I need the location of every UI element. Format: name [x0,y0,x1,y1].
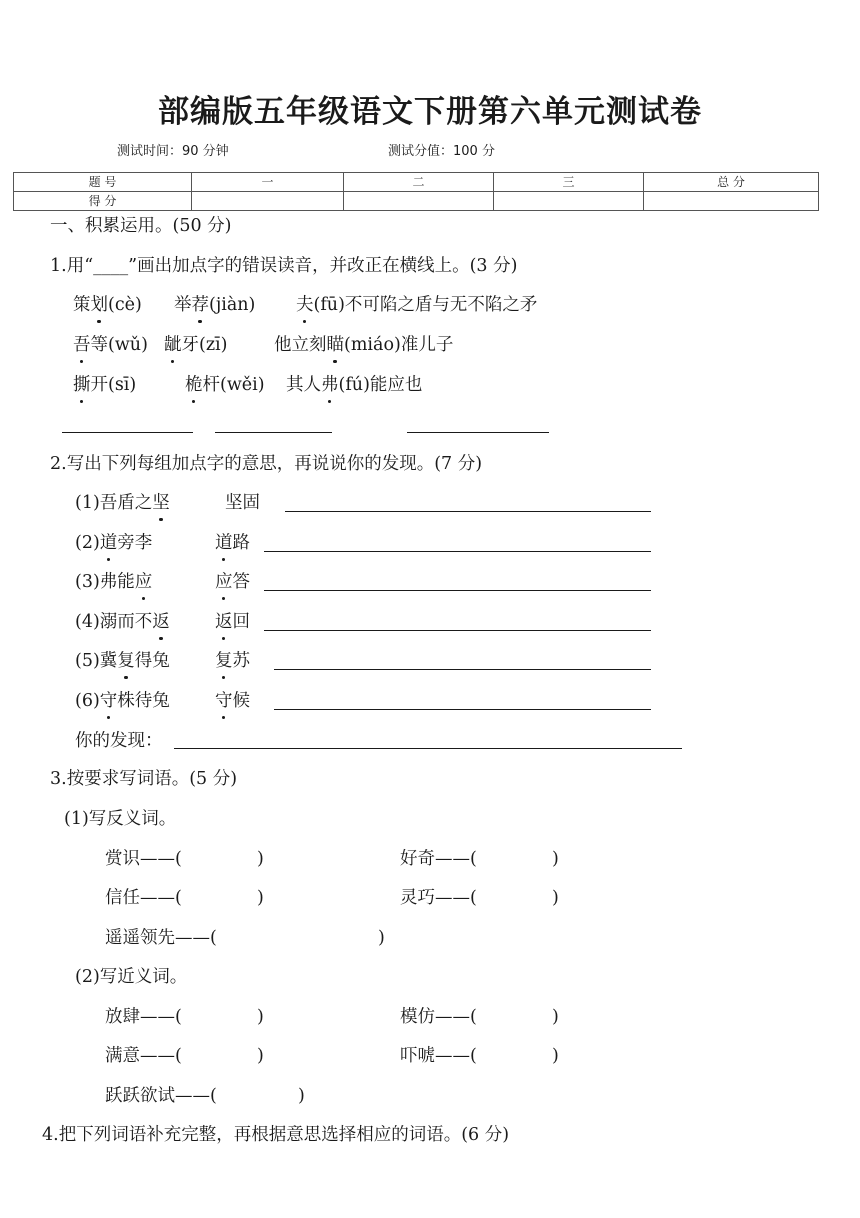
q1-word: 他立刻瞄(miáo)准儿子 [274,335,454,355]
score-table [13,172,819,211]
synonym-item: 放肆——( [105,1007,182,1027]
page-title: 部编版五年级语文下册第六单元测试卷 [158,94,702,130]
q1-word: 吾等(wǔ) [73,335,148,355]
q2-phrase: (5)冀复得兔 [75,651,170,671]
score-table-score-row [14,192,819,211]
antonym-item: 赏识——( [105,849,182,869]
discovery-label: 你的发现： [75,731,163,751]
bracket-close: ) [552,1007,559,1027]
question-2-prompt: 2.写出下列每组加点字的意思，再说说你的发现。(7 分) [50,454,483,474]
score-table-header: 三 [494,173,644,192]
q1-word: 龇牙(zī) [164,335,228,355]
bracket-close: ) [257,849,264,869]
q2-phrase: (6)守株待兔 [75,691,170,711]
synonym-item: 模仿——( [400,1007,477,1027]
q2-phrase: (3)弗能应 [75,572,153,592]
score-table-header: 题 号 [14,173,192,192]
q2-word: 复苏 [215,651,250,671]
score-cell[interactable] [494,192,644,211]
bracket-close: ) [552,1046,559,1066]
sub-question-antonyms: (1)写反义词。 [64,809,177,829]
bracket-close: ) [257,888,264,908]
score-cell[interactable] [644,192,819,211]
synonym-item: 满意——( [105,1046,182,1066]
q1-word: 夫(fū)不可陷之盾与无不陷之矛 [296,295,538,315]
question-3-prompt: 3.按要求写词语。(5 分) [50,769,238,789]
q2-phrase: (1)吾盾之坚 [75,493,170,513]
score-cell[interactable] [344,192,494,211]
q2-phrase: (4)溺而不返 [75,612,170,632]
q1-word: 桅杆(wěi) [185,375,265,395]
answer-line[interactable] [264,551,651,552]
q2-word: 坚固 [225,493,260,513]
q1-word: 其人弗(fú)能应也 [286,375,423,395]
bracket-close: ) [257,1046,264,1066]
synonym-item: 跃跃欲试——( [105,1086,217,1106]
question-1-prompt: 1.用“____”画出加点字的错误读音，并改正在横线上。(3 分) [50,256,518,276]
score-table-header: 二 [344,173,494,192]
antonym-item: 遥遥领先——( [105,928,217,948]
bracket-close: ) [552,888,559,908]
bracket-close: ) [298,1086,305,1106]
bracket-close: ) [378,928,385,948]
answer-line[interactable] [264,590,651,591]
q1-word: 策划(cè) [73,295,142,315]
answer-line[interactable] [264,630,651,631]
q2-word: 返回 [215,612,250,632]
answer-line[interactable] [274,669,651,670]
antonym-item: 信任——( [105,888,182,908]
q1-word: 举荐(jiàn) [174,295,256,315]
q2-word: 守候 [215,691,250,711]
antonym-item: 好奇——( [400,849,477,869]
answer-line[interactable] [407,432,549,433]
synonym-item: 吓唬——( [400,1046,477,1066]
section-heading: 一、积累运用。(50 分) [50,216,232,236]
sub-question-synonyms: (2)写近义词。 [75,967,188,987]
score-table-header: 总 分 [644,173,819,192]
answer-line[interactable] [174,748,682,749]
score-table-header-row [14,173,819,192]
antonym-item: 灵巧——( [400,888,477,908]
q2-phrase: (2)道旁李 [75,533,153,553]
answer-line[interactable] [285,511,651,512]
q1-word: 撕开(sī) [73,375,137,395]
answer-line[interactable] [215,432,332,433]
answer-line[interactable] [274,709,651,710]
score-cell[interactable] [192,192,344,211]
test-time: 测试时间：90 分钟 [117,144,229,159]
bracket-close: ) [257,1007,264,1027]
score-table-header: 一 [192,173,344,192]
score-table-row-label: 得 分 [14,192,192,211]
q2-word: 道路 [215,533,250,553]
q2-word: 应答 [215,572,250,592]
bracket-close: ) [552,849,559,869]
test-score: 测试分值：100 分 [388,144,495,159]
question-4-prompt: 4.把下列词语补充完整，再根据意思选择相应的词语。(6 分) [42,1125,510,1145]
answer-line[interactable] [62,432,193,433]
